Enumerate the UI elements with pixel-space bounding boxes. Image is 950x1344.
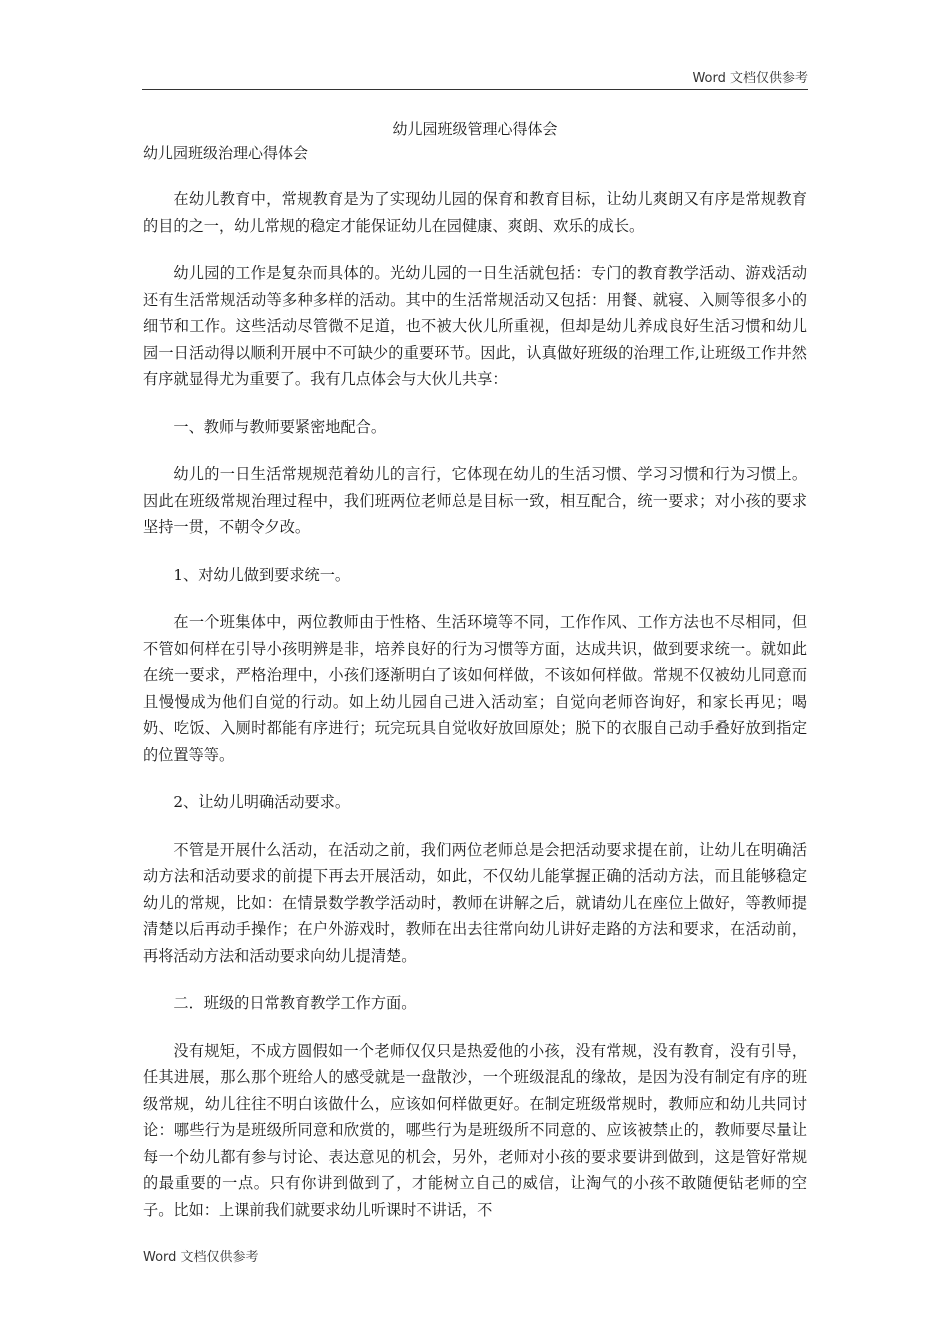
paragraph: 幼儿的一日生活常规规范着幼儿的言行，它体现在幼儿的生活习惯、学习习惯和行为习惯上。因此在班级常规治理过程中，我们班两位老师总是目标一致，相互配合，统一要求；对小孩的要求坚持一贯，不朝令夕改。 [143, 465, 807, 536]
document-subtitle: 幼儿园班级治理心得体会 [143, 144, 309, 162]
document-title: 幼儿园班级管理心得体会 [392, 120, 558, 138]
subsection-heading: 2、让幼儿明确活动要求。 [173, 793, 351, 811]
page-header: Word 文档仅供参考 [692, 71, 808, 86]
section-heading: 二．班级的日常教育教学工作方面。 [173, 994, 417, 1012]
paragraph: 在幼儿教育中，常规教育是为了实现幼儿园的保育和教育目标，让幼儿爽朗又有序是常规教育的目的之一，幼儿常规的稳定才能保证幼儿在园健康、爽朗、欢乐的成长。 [143, 190, 807, 235]
paragraph: 幼儿园的工作是复杂而具体的。光幼儿园的一日生活就包括：专门的教育教学活动、游戏活动还有生活常规活动等多种多样的活动。其中的生活常规活动又包括：用餐、就寝、入厕等很多小的细节和工作。这些活动尽管微不足道，也不被大伙儿所重视，但却是幼儿养成良好生活习惯和幼儿园一日活动得以顺利开展中不可缺少的重要环节。因此，认真做好班级的治理工作,让班级工作井然有序就显得尤为重要了。我有几点体会与大伙儿共享： [143, 264, 807, 388]
section-heading: 一、教师与教师要紧密地配合。 [173, 417, 387, 436]
paragraph: 不管是开展什么活动，在活动之前，我们两位老师总是会把活动要求提在前，让幼儿在明确活动方法和活动要求的前提下再去开展活动，如此，不仅幼儿能掌握正确的活动方法，而且能够稳定幼儿的常规，比如：在情景数学教学活动时，教师在讲解之后，就请幼儿在座位上做好，等教师提清楚以后再动手操作；在户外游戏时，教师在出去往常向幼儿讲好走路的方法和要求，在活动前，再将活动方法和活动要求向幼儿提清楚。 [143, 840, 807, 965]
subsection-heading: 1、对幼儿做到要求统一。 [173, 565, 351, 584]
paragraph: 在一个班集体中，两位教师由于性格、生活环境等不同，工作作风、工作方法也不尽相同，但不管如何样在引导小孩明辨是非，培养良好的行为习惯等方面，达成共识，做到要求统一。就如此在统一要求，严格治理中，小孩们逐渐明白了该如何样做，不该如何样做。常规不仅被幼儿同意而且慢慢成为他们自觉的行动。如上幼儿园自己进入活动室；自觉向老师咨询好，和家长再见；喝奶、吃饭、入厕时都能有序进行；玩完玩具自觉收好放回原处；脱下的衣服自己动手叠好放到指定的位置等等。 [143, 613, 807, 764]
header-rule [142, 89, 808, 90]
paragraph: 没有规矩，不成方圆假如一个老师仅仅只是热爱他的小孩，没有常规，没有教育，没有引导，任其进展，那么那个班给人的感受就是一盘散沙，一个班级混乱的缘故，是因为没有制定有序的班级常规，幼儿往往不明白该做什么，应该如何样做更好。在制定班级常规时，教师应和幼儿共同讨论：哪些行为是班级所同意和欣赏的，哪些行为是班级所不同意的、应该被禁止的，教师要尽量让每一个幼儿都有参与讨论、表达意见的机会，另外，老师对小孩的要求要讲到做到，这是管好常规的最重要的一点。只有你讲到做到了，才能树立自己的威信，让淘气的小孩不敢随便钻老师的空子。比如：上课前我们就要求幼儿听课时不讲话，不 [143, 1041, 807, 1219]
document-body [143, 118, 807, 1244]
page-footer: Word 文档仅供参考 [143, 1250, 259, 1265]
